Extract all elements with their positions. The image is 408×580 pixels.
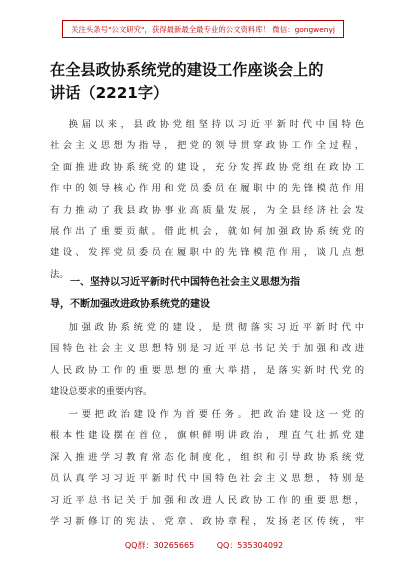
- heading-line-1: 一、坚持以习近平新时代中国特色社会主义思想为指: [70, 277, 300, 288]
- paragraph-2: [50, 317, 364, 403]
- text-line: 人民政协工作的重要思想的重大举措，是落实新时代党的: [50, 364, 364, 376]
- page-footer: [0, 540, 408, 556]
- footer-qq: QQ：535304092: [216, 541, 284, 550]
- document-title: [50, 59, 365, 105]
- banner-text: 关注头条号"公文研究"，获得最新最全最专业的公文资料库！ 微信：gongwenyj: [71, 24, 335, 34]
- header-banner: [62, 20, 344, 38]
- text-line: 法。: [50, 268, 69, 280]
- text-line: 展作出了重要贡献。借此机会，就如何加强政协系统党的: [50, 225, 364, 237]
- heading-line-2: 导，不断加强改进政协系统党的建设: [50, 299, 210, 310]
- footer-qq-group: QQ群：30265665: [124, 541, 195, 550]
- text-line: 员认真学习习近平新时代中国特色社会主义思想，特别是: [50, 473, 364, 485]
- text-line: 加强政协系统党的建设，是贯彻落实习近平新时代中: [68, 322, 364, 333]
- text-line: 国特色社会主义思想特别是习近平总书记关于加强和改进: [50, 343, 364, 355]
- text-line: 建设、发挥党员委员在履职中的先锋模范作用，谈几点想: [50, 247, 364, 259]
- title-line-1: 在全县政协系统党的建设工作座谈会上的: [50, 61, 324, 79]
- section-heading-1: [50, 272, 364, 316]
- text-line: 换届以来，县政协党组坚持以习近平新时代中国特色: [68, 119, 364, 130]
- text-line: 有力推动了我县政协事业高质量发展，为全县经济社会发: [50, 204, 364, 216]
- text-line: 社会主义思想为指导，把党的领导贯穿政协工作全过程，: [50, 140, 364, 152]
- text-line: 作中的领导核心作用和党员委员在履职中的先锋模范作用: [50, 183, 364, 195]
- text-line: 学习新修订的宪法、党章、政协章程，发扬老区传统，牢: [50, 515, 364, 527]
- text-line: 习近平总书记关于加强和改进人民政协工作的重要思想，: [50, 494, 364, 506]
- text-line: 全面推进政协系统党的建设，充分发挥政协党组在政协工: [50, 161, 364, 173]
- text-line: 根本性建设摆在首位，旗帜鲜明讲政治，理直气壮抓党建: [50, 430, 364, 442]
- text-line: 深入推进学习教育常态化制度化，组织和引导政协系统党: [50, 451, 364, 463]
- title-line-2: 讲话（2221字）: [50, 84, 169, 102]
- paragraph-3: [50, 404, 364, 532]
- paragraph-1: [50, 114, 364, 285]
- text-line: 建设总要求的重要内容。: [50, 386, 153, 398]
- text-line: 一要把政治建设作为首要任务。把政治建设这一党的: [68, 409, 364, 420]
